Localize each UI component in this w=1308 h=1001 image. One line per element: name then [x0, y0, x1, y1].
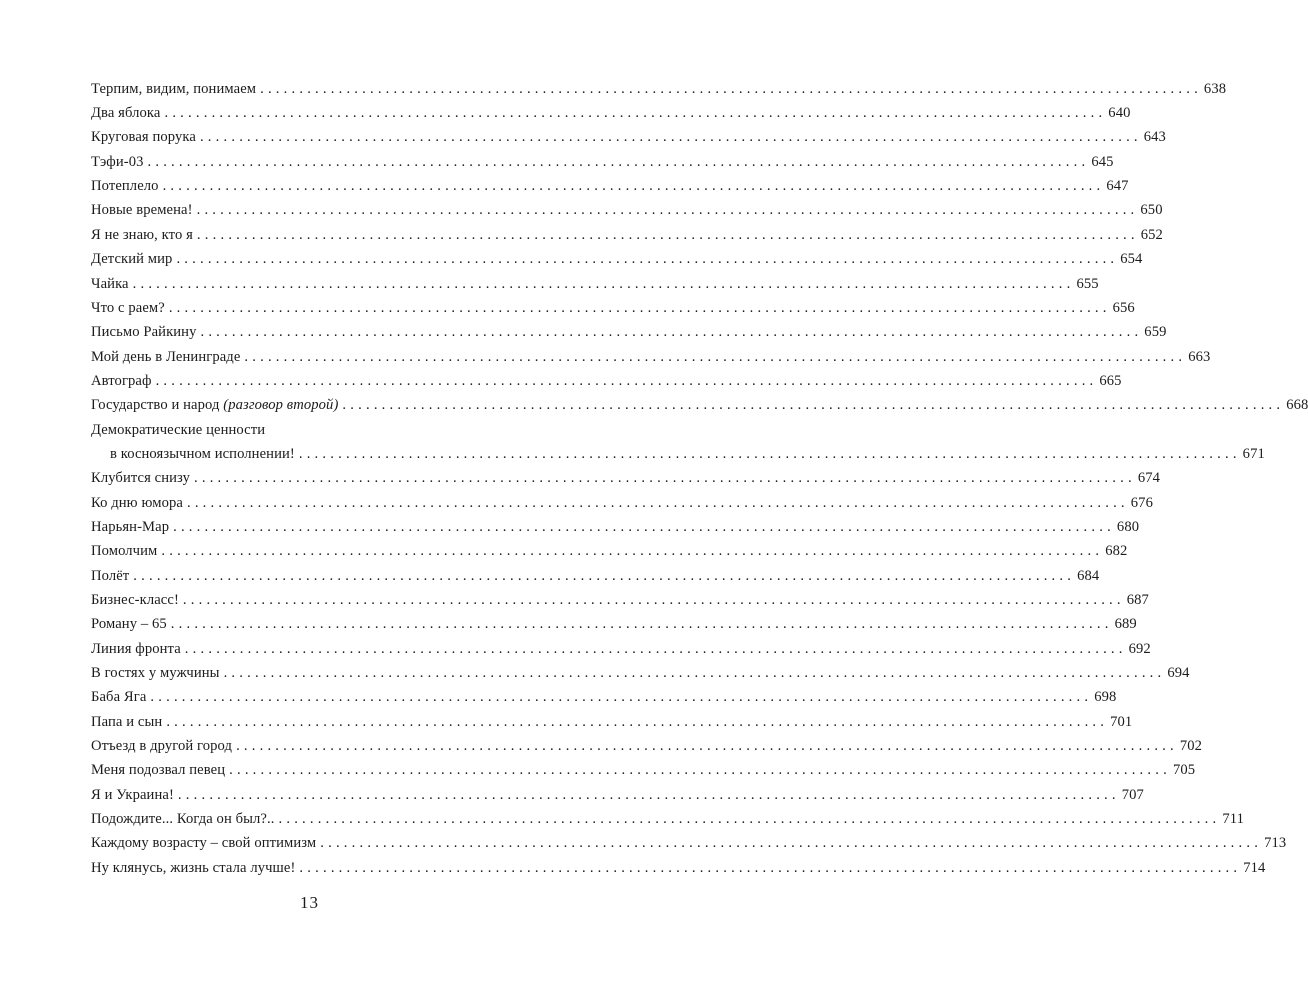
toc-entry-page: 689	[1114, 616, 1137, 633]
dot-leader: ........................................................................................................................	[186, 494, 1129, 511]
toc-entry-page: 674	[1137, 470, 1161, 487]
toc-entry-page: 698	[1094, 689, 1117, 706]
toc-entry	[91, 342, 1211, 366]
toc-entry-title: Мой день в Ленинграде	[91, 348, 241, 365]
toc-entry	[91, 196, 1163, 220]
dot-leader: ........................................................................................................................	[170, 616, 1113, 633]
toc-entry-title: Папа и сын	[91, 713, 163, 730]
toc-entry-page: 640	[1108, 105, 1131, 122]
toc-entry-title: Я и Украина!	[91, 786, 174, 803]
toc-entry-page: 655	[1076, 275, 1099, 292]
toc-entry	[91, 853, 1266, 877]
toc-entry-page: 705	[1172, 762, 1196, 779]
page-number: 13	[300, 893, 319, 912]
dot-leader: ........................................................................................................................	[196, 202, 1139, 219]
toc-entry	[91, 74, 1227, 98]
toc-entry-title: Роману – 65	[91, 616, 167, 633]
toc-entry-page: 692	[1128, 640, 1151, 657]
toc-entry	[91, 731, 1203, 755]
dot-leader: ........................................................................................................................	[182, 591, 1125, 608]
toc-entry	[91, 390, 1308, 414]
dot-leader: ........................................................................................................................	[133, 567, 1076, 584]
toc-entry-title: В гостях у мужчины	[91, 665, 220, 681]
toc-entry	[91, 269, 1099, 293]
toc-entry	[91, 780, 1144, 804]
table-of-contents	[91, 74, 1308, 877]
toc-entry-page: 663	[1188, 348, 1211, 365]
toc-entry-page: 707	[1121, 786, 1144, 803]
toc-entry-title: в косноязычном исполнении!	[110, 445, 295, 462]
toc-entry-title: Бизнес-класс!	[91, 591, 179, 608]
toc-entry-title: Детский мир	[91, 251, 173, 268]
dot-leader: ........................................................................................................................	[150, 689, 1093, 706]
toc-entry-title: Новые времена!	[91, 202, 193, 219]
toc-entry-title: Потеплело	[91, 178, 159, 195]
dot-leader: ........................................................................................................................	[196, 226, 1139, 243]
toc-entry-title: Клубится снизу	[91, 470, 191, 487]
toc-entry-page: 638	[1203, 80, 1227, 97]
toc-entry-page: 665	[1099, 372, 1122, 389]
toc-entry	[91, 610, 1137, 634]
toc-entry-page: 676	[1130, 494, 1153, 511]
toc-entry-page: 671	[1242, 445, 1265, 462]
dot-leader: ........................................................................................................................	[236, 738, 1178, 755]
toc-entry-page: 694	[1167, 665, 1190, 681]
toc-entry-title: Государство и народ (разговор второй)	[91, 397, 339, 414]
dot-leader: ........................................................................................................................	[320, 835, 1263, 852]
toc-entry-page: 650	[1140, 202, 1163, 219]
toc-entry-title: Нарьян-Мар	[91, 518, 170, 535]
toc-entry-page: 682	[1105, 543, 1128, 560]
toc-entry	[91, 683, 1117, 707]
toc-entry-page: 711	[1222, 811, 1244, 828]
toc-entry-title: Демократические ценности	[91, 421, 266, 438]
toc-entry	[91, 317, 1167, 341]
toc-entry-title: Автограф	[91, 372, 152, 389]
dot-leader: ........................................................................................................................	[342, 397, 1285, 414]
toc-entry	[91, 464, 1161, 488]
toc-entry	[91, 829, 1287, 853]
dot-leader: ........................................................................................................................	[223, 665, 1166, 681]
toc-entry-page: 702	[1179, 738, 1203, 755]
toc-entry-page: 647	[1106, 178, 1129, 195]
toc-entry-title: Круговая порука	[91, 129, 196, 146]
toc-entry	[91, 171, 1129, 195]
dot-leader: ........................................................................................................................	[298, 445, 1241, 462]
dot-leader: ........................................................................................................................	[168, 299, 1111, 316]
dot-leader: ........................................................................................................................	[177, 786, 1120, 803]
toc-entry-page: 654	[1120, 251, 1143, 268]
toc-entry-page: 714	[1243, 859, 1266, 876]
toc-entry	[91, 98, 1131, 122]
dot-leader: ........................................................................................................................	[166, 713, 1109, 730]
toc-entry-page: 687	[1126, 591, 1149, 608]
toc-entry-title: Отъезд в другой город	[91, 738, 233, 755]
toc-entry-title: Что с раем?	[91, 299, 165, 316]
toc-entry	[91, 658, 1190, 682]
toc-entry	[91, 707, 1133, 731]
dot-leader: ........................................................................................................................	[162, 178, 1105, 195]
toc-entry	[91, 512, 1140, 536]
toc-entry	[91, 366, 1122, 390]
toc-entry-title: Тэфи-03	[91, 153, 144, 170]
toc-entry-title: Полёт	[91, 567, 130, 584]
toc-entry-title: Два яблока	[91, 105, 161, 122]
toc-entry-page: 684	[1077, 567, 1100, 584]
toc-entry	[91, 561, 1100, 585]
dot-leader: ........................................................................................................................	[132, 275, 1075, 292]
toc-entry	[91, 756, 1196, 780]
toc-entry-title: Меня подозвал певец	[91, 762, 226, 779]
toc-entry	[91, 488, 1153, 512]
toc-entry-title: Подождите... Когда он был?..	[91, 811, 275, 828]
dot-leader: ........................................................................................................................	[200, 324, 1143, 341]
toc-entry	[91, 293, 1135, 317]
toc-entry-subtitle: (разговор второй)	[223, 397, 339, 414]
toc-entry-title: Терпим, видим, понимаем	[91, 80, 257, 97]
toc-entry	[91, 244, 1143, 268]
toc-entry-title: Баба Яга	[91, 689, 147, 706]
toc-entry	[91, 439, 1265, 463]
dot-leader: ........................................................................................................................	[199, 129, 1142, 146]
dot-leader: ........................................................................................................................	[176, 251, 1119, 268]
toc-entry-page: 680	[1116, 518, 1140, 535]
toc-entry-page: 645	[1091, 153, 1114, 170]
toc-entry-page: 656	[1112, 299, 1135, 316]
dot-leader: ........................................................................................................................	[184, 640, 1127, 657]
dot-leader: ........................................................................................................................	[299, 859, 1242, 876]
toc-entry-title: Ко дню юмора	[91, 494, 183, 511]
toc-entry	[91, 634, 1151, 658]
toc-entry-title: Ну клянусь, жизнь стала лучше!	[91, 859, 296, 876]
toc-entry-page: 652	[1140, 226, 1163, 243]
dot-leader: ........................................................................................................................	[244, 348, 1187, 365]
dot-leader: ........................................................................................................................	[229, 762, 1171, 779]
toc-entry-page: 713	[1264, 835, 1287, 852]
dot-leader: ........................................................................................................................	[155, 372, 1098, 389]
toc-entry-page: 643	[1143, 129, 1166, 146]
toc-entry	[91, 220, 1163, 244]
dot-leader: ........................................................................................................................	[194, 470, 1136, 487]
dot-leader: ........................................................................................................................	[260, 80, 1202, 97]
toc-entry-title: Каждому возрасту – свой оптимизм	[91, 835, 317, 852]
toc-entry	[91, 537, 1128, 561]
toc-entry-title: Помолчим	[91, 543, 158, 560]
toc-entry-title: Я не знаю, кто я	[91, 226, 193, 243]
toc-entry-title: Линия фронта	[91, 640, 181, 657]
dot-leader: ........................................................................................................................	[147, 153, 1090, 170]
toc-entry-page: 701	[1110, 713, 1133, 730]
dot-leader: ........................................................................................................................	[164, 105, 1107, 122]
toc-entry-page: 668	[1286, 397, 1308, 414]
toc-entry-page: 659	[1144, 324, 1167, 341]
toc-entry	[91, 585, 1149, 609]
toc-entry-title: Чайка	[91, 275, 129, 292]
toc-entry	[91, 123, 1166, 147]
toc-entry	[91, 415, 484, 439]
toc-entry-title: Письмо Райкину	[91, 324, 197, 341]
toc-entry	[91, 147, 1114, 171]
dot-leader: ........................................................................................................................	[278, 811, 1221, 828]
toc-entry	[91, 804, 1244, 828]
dot-leader: ........................................................................................................................	[173, 518, 1115, 535]
dot-leader: ........................................................................................................................	[161, 543, 1104, 560]
